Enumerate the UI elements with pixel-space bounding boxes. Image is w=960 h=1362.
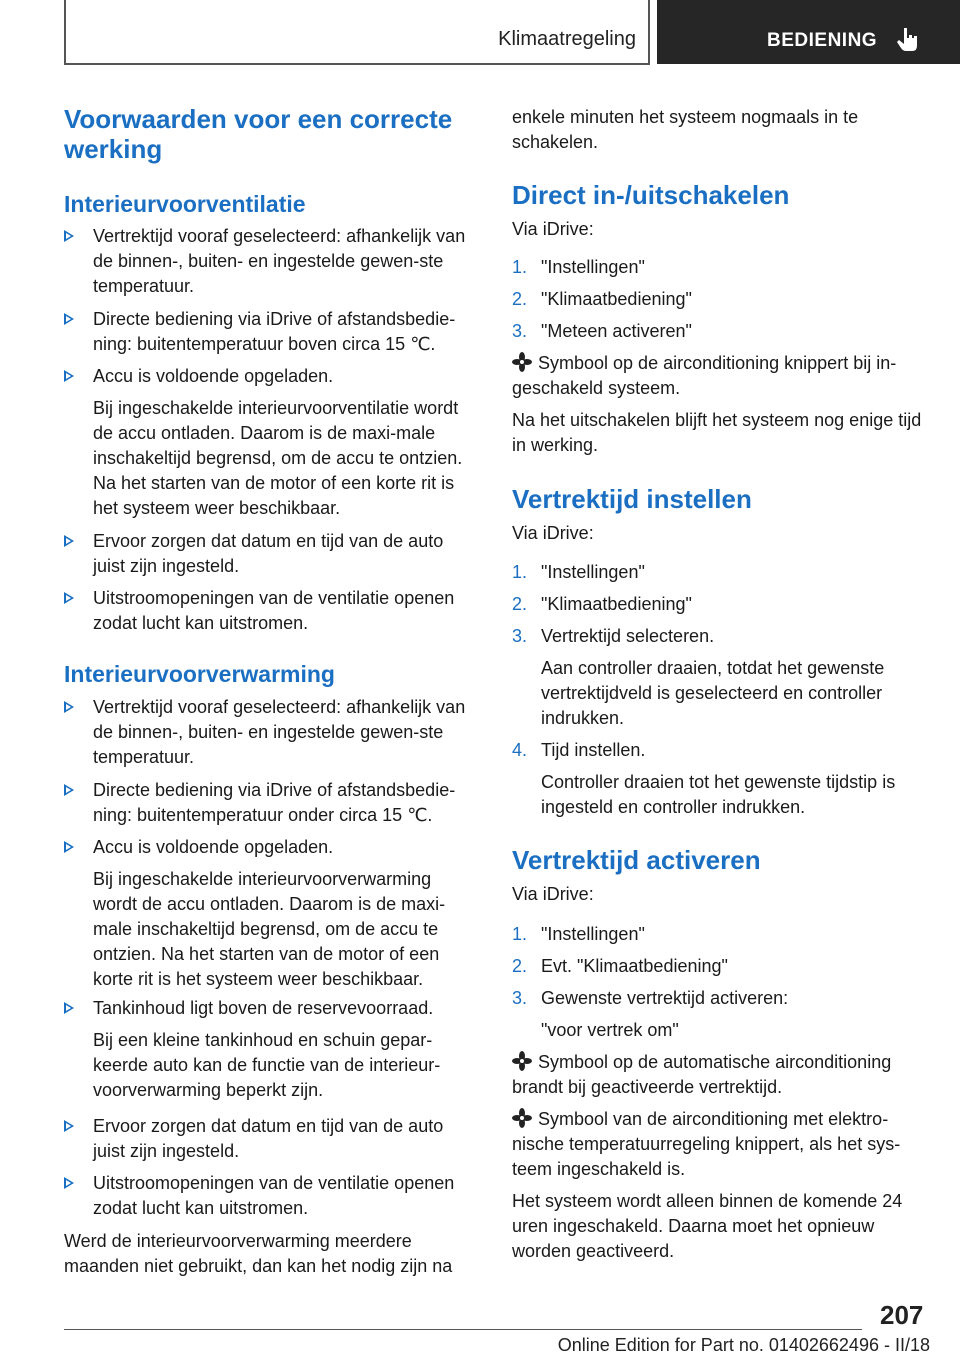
footer-rule <box>64 1329 862 1330</box>
closing-text: Werd de interieurvoorverwarming meerdere maanden niet gebruikt, dan kan het nodig zijn na <box>64 1231 453 1276</box>
triangle-bullet-icon <box>64 370 74 382</box>
hand-pointer-icon <box>895 26 919 52</box>
symbol-note: Symbool op de airconditioning knippert bij in-geschakeld systeem. <box>512 353 897 398</box>
note-text: Bij ingeschakelde interieurvoorverwarming wordt de accu ontladen. Daarom is de maxi-male inschakeltijd begrensd, om de accu te ontzien. Na het starten van de motor of een korte rit is het systeem weer beschikbaar. <box>93 869 446 989</box>
triangle-bullet-icon <box>64 592 74 604</box>
note-text: Bij een kleine tankinhoud en schuin gepar-keerde auto kan de functie van de interieur-voorverwarming beperkt zijn. <box>93 1030 441 1100</box>
header-rule-bottom <box>64 63 650 65</box>
triangle-bullet-icon <box>64 1177 74 1189</box>
triangle-bullet-icon <box>64 701 74 713</box>
chapter-tab <box>657 0 960 64</box>
continuation-text: enkele minuten het systeem nogmaals in te schakelen. <box>512 107 859 152</box>
fan-icon <box>512 352 532 372</box>
note-text: Bij ingeschakelde interieurvoorventilatie wordt de accu ontladen. Daarom is de maxi-male inschakeltijd begrensd, om de accu te ontzien. Na het starten van de motor of een korte rit is het systeem weer beschikbaar. <box>93 398 463 518</box>
via-label: Via iDrive: <box>512 884 594 904</box>
triangle-bullet-icon <box>64 230 74 242</box>
symbol-note: Symbool op de automatische airconditioning brandt bij geactiveerde vertrektijd. <box>512 1052 892 1097</box>
triangle-bullet-icon <box>64 1120 74 1132</box>
fan-icon <box>512 1108 532 1128</box>
triangle-bullet-icon <box>64 841 74 853</box>
chapter-label: BEDIENING <box>767 30 878 51</box>
heating-heading: Interieurvoorverwarming <box>64 661 335 687</box>
direct-heading: Direct in-/uitschakelen <box>512 180 790 210</box>
symbol-note: Symbool van de airconditioning met elektro-nische temperatuurregeling knippert, als het sys-teem ingeschakeld is. <box>512 1109 901 1179</box>
step-note: "voor vertrek om" <box>541 1020 679 1040</box>
via-label: Via iDrive: <box>512 523 594 543</box>
final-text: Het systeem wordt alleen binnen de komende 24 uren ingeschakeld. Daarna moet het opnieuw worden geactiveerd. <box>512 1191 903 1261</box>
fan-icon <box>512 1051 532 1071</box>
section-title: Klimaatregeling <box>498 28 636 50</box>
header-rule-divider <box>648 0 650 64</box>
triangle-bullet-icon <box>64 1002 74 1014</box>
step-note: Controller draaien tot het gewenste tijdstip is ingesteld en controller indrukken. <box>541 772 896 817</box>
activate-heading: Vertrektijd activeren <box>512 845 761 875</box>
ventilation-heading: Interieurvoorventilatie <box>64 191 306 217</box>
page-number: 207 <box>880 1300 924 1330</box>
triangle-bullet-icon <box>64 313 74 325</box>
after-text: Na het uitschakelen blijft het systeem nog enige tijd in werking. <box>512 410 922 455</box>
step-note: Aan controller draaien, totdat het gewenste vertrektijdveld is geselecteerd en controller indrukken. <box>541 658 885 728</box>
set-time-heading: Vertrektijd instellen <box>512 484 752 514</box>
edition-note: Online Edition for Part no. 01402662496 - II/18 <box>557 1335 930 1355</box>
via-label: Via iDrive: <box>512 219 594 239</box>
page-heading: Voorwaarden voor een correcte werking <box>64 104 453 164</box>
triangle-bullet-icon <box>64 535 74 547</box>
triangle-bullet-icon <box>64 784 74 796</box>
header-rule-left <box>64 0 66 64</box>
